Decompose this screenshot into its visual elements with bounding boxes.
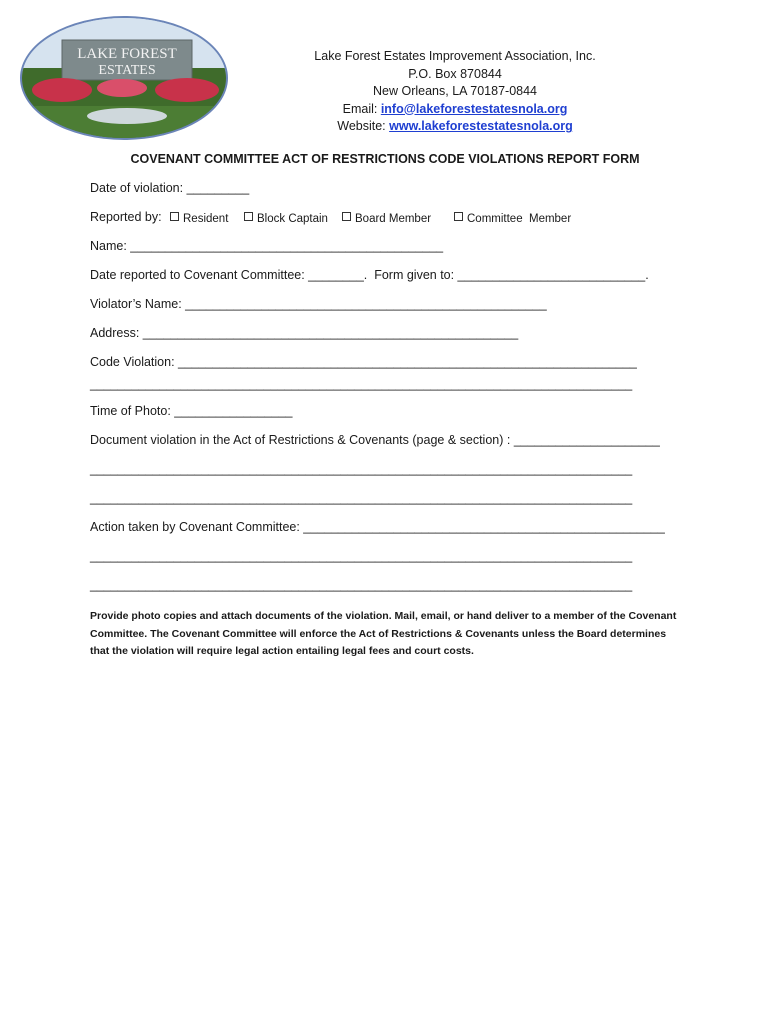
form-title: COVENANT COMMITTEE ACT OF RESTRICTIONS CODE VIOLATIONS REPORT FORM xyxy=(130,152,640,166)
name-field[interactable]: Name: _____________________________________________ xyxy=(90,239,444,253)
checkbox-resident[interactable] xyxy=(170,212,228,225)
checkbox-label: Block Captain xyxy=(257,213,328,225)
instructions-note: Provide photo copies and attach documents of the violation. Mail, email, or hand deliver to a member of the Covenant Committee. The Covenant Committee will enforce the Act of Restrictions & Covenants unless the Board determines that the violation will require legal action entailing legal fees and court costs. xyxy=(90,610,677,657)
time-of-photo-field[interactable]: Time of Photo: _________________ xyxy=(90,404,293,418)
checkbox-label: Board Member xyxy=(355,213,432,225)
code-violation-continuation[interactable]: ______________________________________________________________________________ xyxy=(90,377,633,391)
address-field[interactable]: Address: ______________________________________________________ xyxy=(90,326,519,340)
website-row xyxy=(250,118,660,136)
logo-sign-line2: ESTATES xyxy=(98,63,156,78)
action-taken-line[interactable]: ______________________________________________________________________________ xyxy=(90,578,633,592)
website-label: Website: xyxy=(337,119,390,133)
document-violation-field[interactable]: Document violation in the Act of Restrictions & Covenants (page & section) : _____________________ xyxy=(90,433,660,447)
document-violation-line[interactable]: ______________________________________________________________________________ xyxy=(90,491,633,505)
code-violation-field[interactable]: Code Violation: __________________________________________________________________ xyxy=(90,355,637,369)
website-link[interactable]: www.lakeforestestatesnola.org xyxy=(389,119,573,133)
po-box: P.O. Box 870844 xyxy=(408,66,502,81)
checkbox-label: Resident xyxy=(183,213,229,225)
action-taken-field[interactable]: Action taken by Covenant Committee: ____________________________________________________ xyxy=(90,520,665,534)
email-link[interactable]: info@lakeforestestatesnola.org xyxy=(380,101,568,116)
checkbox-board-member[interactable] xyxy=(342,212,431,225)
violator-name-field[interactable]: Violator’s Name: ____________________________________________________ xyxy=(90,297,547,311)
checkbox-box[interactable] xyxy=(170,212,179,221)
organization-header xyxy=(250,48,660,136)
checkbox-block-captain[interactable] xyxy=(244,212,328,225)
action-taken-line[interactable]: ______________________________________________________________________________ xyxy=(90,549,633,563)
checkbox-label: Committee Member xyxy=(467,213,572,225)
date-of-violation-field[interactable]: Date of violation: _________ xyxy=(90,181,250,195)
checkbox-box[interactable] xyxy=(244,212,253,221)
logo-sign-line1: LAKE FOREST xyxy=(77,46,177,62)
lake-forest-estates-logo xyxy=(20,16,228,140)
checkbox-box[interactable] xyxy=(454,212,463,221)
document-violation-line[interactable]: ______________________________________________________________________________ xyxy=(90,462,633,476)
org-name: Lake Forest Estates Improvement Association, Inc. xyxy=(314,49,596,63)
reported-by-label: Reported by: xyxy=(90,210,162,224)
city-state-zip: New Orleans, LA 70187-0844 xyxy=(373,84,537,98)
email-row xyxy=(250,101,660,119)
date-reported-field[interactable]: Date reported to Covenant Committee: ________. Form given to: ___________________________. xyxy=(90,268,649,282)
checkbox-box[interactable] xyxy=(342,212,351,221)
email-label: Email: xyxy=(342,101,381,116)
checkbox-committee-member[interactable] xyxy=(454,212,571,225)
